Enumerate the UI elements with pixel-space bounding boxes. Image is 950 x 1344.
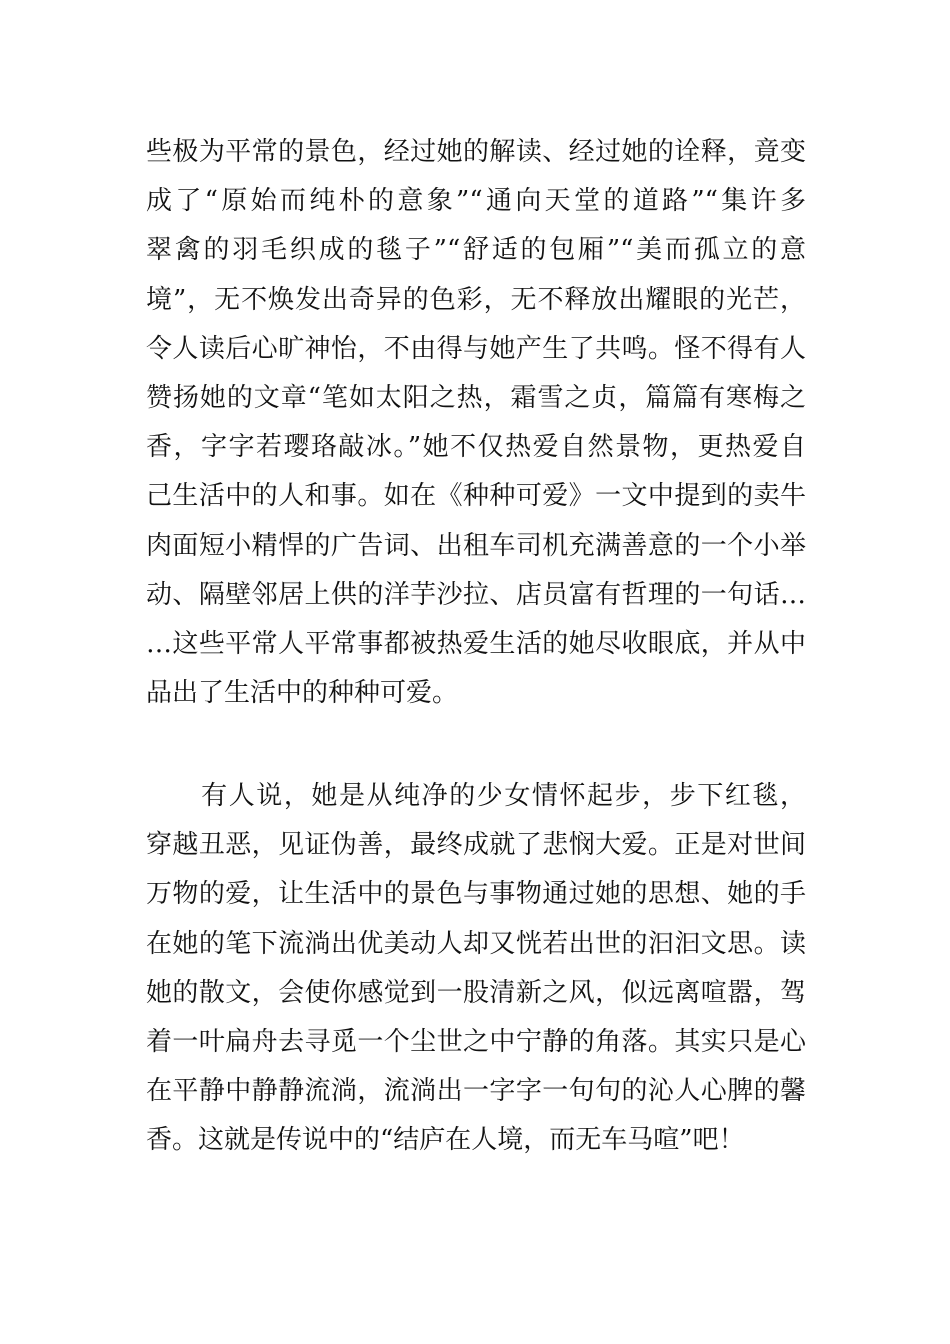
paragraph-line: 肉面短小精悍的广告词、出租车司机充满善意的一个小举 [146, 530, 806, 561]
paragraph-line: 己生活中的人和事。如在《种种可爱》一文中提到的卖牛 [146, 481, 806, 512]
paragraph-line: 穿越丑恶，见证伪善，最终成就了悲悯大爱。正是对世间 [146, 830, 806, 861]
paragraph-line: 着一叶扁舟去寻觅一个尘世之中宁静的角落。其实只是心 [146, 1027, 806, 1058]
paragraph-line: 些极为平常的景色，经过她的解读、经过她的诠释，竟变 [146, 137, 806, 167]
paragraph-line: 有人说，她是从纯净的少女情怀起步，步下红毯， [146, 781, 806, 811]
paragraph-line: 动、隔壁邻居上供的洋芋沙拉、店员富有哲理的一句话… [146, 579, 806, 610]
paragraph-line: 令人读后心旷神怡，不由得与她产生了共鸣。怪不得有人 [146, 333, 806, 364]
paragraph-line: 翠禽的羽毛织成的毯子”“舒适的包厢”“美而孤立的意 [146, 235, 806, 266]
paragraph-line: 赞扬她的文章“笔如太阳之热，霜雪之贞，篇篇有寒梅之 [146, 383, 806, 414]
paragraph-line: 成了“原始而纯朴的意象”“通向天堂的道路”“集许多 [146, 186, 806, 217]
paragraph-line: 在她的笔下流淌出优美动人却又恍若出世的汩汩文思。读 [146, 928, 806, 959]
paragraph-line: 香，字字若璎珞敲冰。”她不仅热爱自然景物，更热爱自 [146, 432, 806, 463]
paragraph-line: 在平静中静静流淌，流淌出一字字一句句的沁人心脾的馨 [146, 1076, 806, 1107]
paragraph-line: 万物的爱，让生活中的景色与事物通过她的思想、她的手 [146, 879, 806, 910]
paragraph-line: …这些平常人平常事都被热爱生活的她尽收眼底，并从中 [146, 629, 806, 660]
paragraph-1 [146, 128, 806, 718]
paragraph-2 [146, 772, 806, 1166]
paragraph-line: 品出了生活中的种种可爱。 [146, 678, 459, 709]
paragraph-line: 香。这就是传说中的“结庐在人境，而无车马喧”吧！ [146, 1125, 745, 1156]
paragraph-line: 她的散文，会使你感觉到一股清新之风，似远离喧嚣，驾 [146, 977, 806, 1008]
paragraph-line: 境”，无不焕发出奇异的色彩，无不释放出耀眼的光芒， [146, 284, 806, 315]
